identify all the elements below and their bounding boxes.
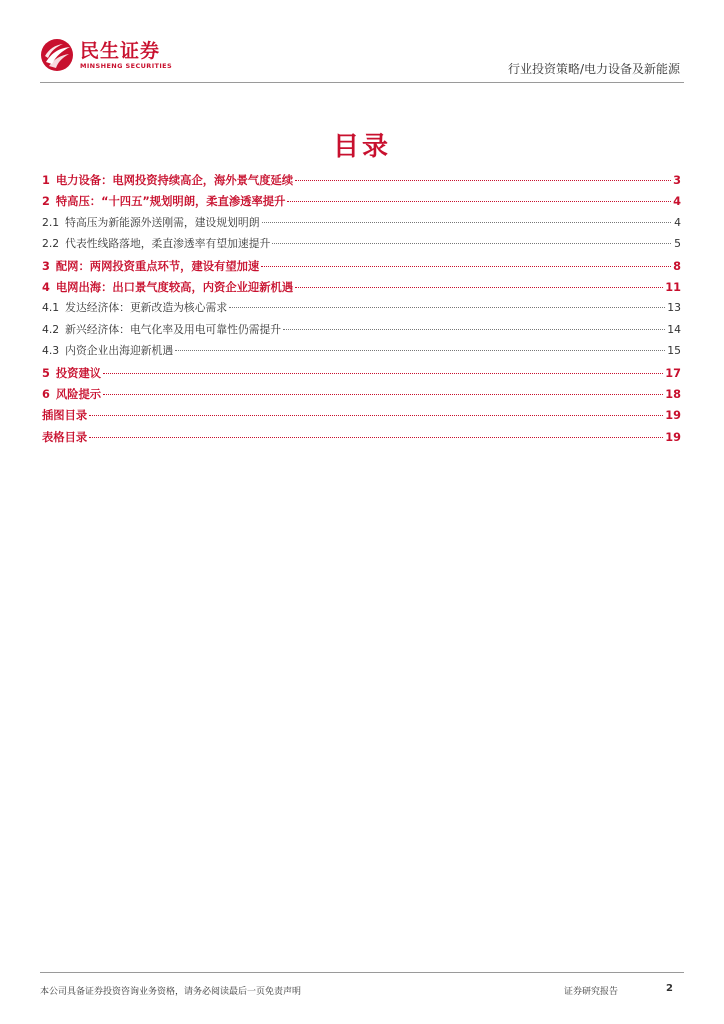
report-category: 行业投资策略/电力设备及新能源: [507, 62, 680, 76]
footer-disclaimer: 本公司具备证券投资咨询业务资格，请务必阅读最后一页免责声明: [40, 987, 302, 997]
toc-entry-number: 2: [42, 195, 50, 209]
toc-dot-leader: [229, 307, 665, 308]
toc-title: 目录: [332, 132, 391, 162]
toc-entry-label: 风险提示: [55, 387, 102, 401]
toc-entry-number: 4.2: [42, 322, 60, 336]
toc-entry-page: 14: [667, 322, 681, 336]
toc-entry-label: 内资企业出海迎新机遇: [65, 344, 174, 358]
toc-entry-page: 3: [673, 174, 681, 187]
header-divider: [40, 82, 684, 83]
toc-dot-leader: [262, 222, 671, 223]
toc-entry-page: 19: [665, 430, 681, 444]
toc-entry-number: 3: [42, 259, 50, 273]
toc-dot-leader: [295, 287, 663, 288]
toc-entry[interactable]: [42, 365, 681, 386]
toc-dot-leader: [103, 373, 663, 374]
table-of-contents: [42, 172, 681, 450]
toc-entry-page: 15: [667, 344, 681, 358]
toc-dot-leader: [89, 437, 663, 438]
toc-entry-page: 4: [674, 215, 681, 229]
toc-entry-label: 电力设备：电网投资持续高企，海外景气度延续: [55, 174, 294, 187]
toc-entry-page: 4: [673, 195, 681, 209]
company-logo: [40, 38, 172, 72]
toc-entry-page: 13: [667, 301, 681, 315]
toc-entry-page: 17: [665, 366, 681, 380]
toc-entry-label: 特高压为新能源外送刚需，建设规划明朗: [65, 215, 260, 229]
toc-entry-label: 代表性线路落地，柔直渗透率有望加速提升: [65, 237, 271, 251]
toc-entry-number: 6: [42, 387, 50, 401]
toc-entry[interactable]: [42, 386, 681, 407]
toc-entry-number: 5: [42, 366, 50, 380]
toc-entry[interactable]: [42, 300, 681, 321]
toc-entry-number: 4: [42, 280, 50, 294]
toc-dot-leader: [283, 329, 665, 330]
footer-report-type: 证券研究报告: [564, 987, 619, 997]
toc-entry-label: 配网：两网投资重点环节，建设有望加速: [55, 259, 260, 273]
toc-entry-page: 5: [674, 237, 681, 251]
toc-entry-label: 新兴经济体：电气化率及用电可靠性仍需提升: [65, 322, 282, 336]
toc-dot-leader: [103, 394, 663, 395]
toc-dot-leader: [261, 266, 671, 267]
page-header: [40, 38, 684, 82]
toc-entry-page: 8: [673, 259, 681, 273]
toc-entry-number: 1: [42, 174, 50, 187]
toc-entry[interactable]: [42, 258, 681, 279]
toc-entry[interactable]: [42, 279, 681, 300]
toc-dot-leader: [175, 350, 665, 351]
toc-dot-leader: [89, 415, 663, 416]
toc-entry-number: 2.1: [42, 215, 60, 229]
toc-entry-page: 11: [665, 280, 681, 294]
toc-entry-number: 2.2: [42, 237, 60, 251]
toc-entry[interactable]: [42, 172, 681, 193]
toc-entry-page: 18: [665, 387, 681, 401]
toc-entry-label: 表格目录: [42, 430, 88, 444]
toc-entry[interactable]: [42, 215, 681, 236]
toc-entry-label: 发达经济体：更新改造为核心需求: [65, 301, 228, 315]
logo-chinese-name: 民生证券: [80, 39, 161, 62]
toc-entry[interactable]: [42, 407, 681, 428]
toc-dot-leader: [287, 201, 671, 202]
toc-entry-page: 19: [665, 409, 681, 423]
toc-entry[interactable]: [42, 236, 681, 257]
toc-entry[interactable]: [42, 322, 681, 343]
toc-dot-leader: [295, 180, 671, 181]
logo-english-name: MINSHENG SECURITIES: [80, 61, 173, 70]
page-number: 2: [666, 983, 673, 994]
toc-entry-label: 投资建议: [55, 366, 102, 380]
toc-entry-label: 插图目录: [42, 409, 88, 423]
toc-entry-label: 特高压：“十四五”规划明朗，柔直渗透率提升: [55, 195, 286, 209]
toc-dot-leader: [272, 243, 671, 244]
toc-entry-number: 4.1: [42, 301, 60, 315]
toc-entry-label: 电网出海：出口景气度较高，内资企业迎新机遇: [55, 280, 294, 294]
toc-entry[interactable]: [42, 429, 681, 450]
minsheng-logo-icon: [40, 38, 74, 72]
toc-entry[interactable]: [42, 343, 681, 364]
toc-entry[interactable]: [42, 193, 681, 214]
toc-entry-number: 4.3: [42, 344, 60, 358]
footer-divider: [40, 972, 684, 973]
